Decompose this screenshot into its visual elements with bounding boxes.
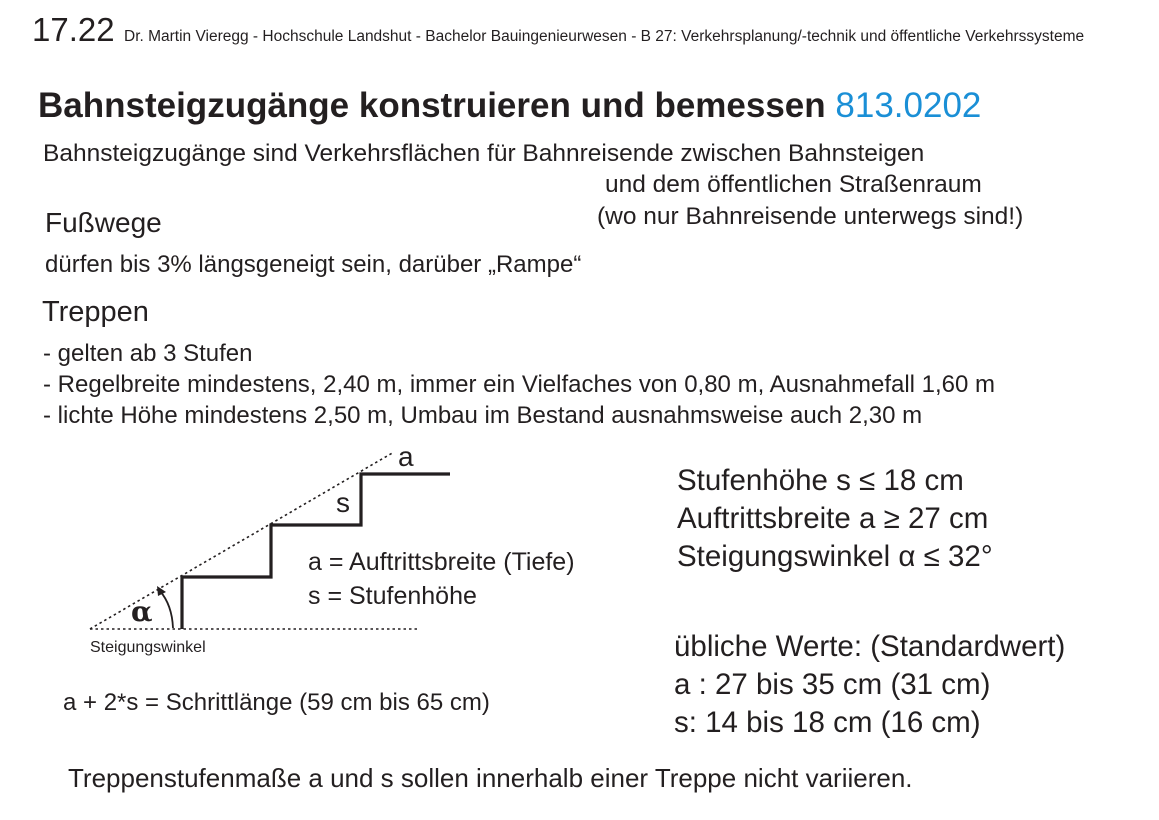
- title-code: 813.0202: [835, 86, 982, 125]
- requirement-item: Stufenhöhe s ≤ 18 cm: [677, 464, 964, 497]
- heading-treppen: Treppen: [42, 296, 149, 328]
- label-alpha: α: [131, 595, 153, 628]
- requirements: [677, 462, 993, 576]
- typical-value-s: s: 14 bis 18 cm (16 cm): [674, 706, 981, 739]
- label-a: a: [398, 441, 414, 472]
- slide-number: 17.22: [32, 11, 115, 48]
- step-length-formula: a + 2*s = Schrittlänge (59 cm bis 65 cm): [63, 689, 490, 716]
- requirement-item: Auftrittsbreite a ≥ 27 cm: [677, 502, 989, 535]
- list-item: - lichte Höhe mindestens 2,50 m, Umbau im Bestand ausnahmsweise auch 2,30 m: [43, 402, 923, 429]
- angle-arc: [160, 591, 173, 628]
- footer-note: Treppenstufenmaße a und s sollen innerhalb einer Treppe nicht variieren.: [68, 763, 913, 793]
- heading-fusswege: Fußwege: [45, 207, 162, 238]
- list-item: - gelten ab 3 Stufen: [43, 340, 253, 367]
- diagram-legend: [308, 545, 575, 613]
- intro-line-2: und dem öffentlichen Straßenraum: [605, 171, 982, 198]
- legend-item-a: a = Auftrittsbreite (Tiefe): [308, 548, 575, 576]
- typical-value-a: a : 27 bis 35 cm (31 cm): [674, 668, 991, 701]
- requirement-item: Steigungswinkel α ≤ 32°: [677, 540, 993, 573]
- course-info: Dr. Martin Vieregg - Hochschule Landshut - Bachelor Bauingenieurwesen - B 27: Verkehrsplanung/-technik und öffentliche Verkehrssysteme: [124, 28, 1085, 45]
- typical-values: [674, 628, 1065, 742]
- legend-item-s: s = Stufenhöhe: [308, 582, 477, 610]
- fusswege-text: dürfen bis 3% längsgeneigt sein, darüber „Rampe“: [45, 251, 582, 278]
- intro-line-1: Bahnsteigzugänge sind Verkehrsflächen für Bahnreisende zwischen Bahnsteigen: [43, 140, 925, 167]
- list-item: - Regelbreite mindestens, 2,40 m, immer ein Vielfaches von 0,80 m, Ausnahmefall 1,60 m: [43, 371, 996, 398]
- angle-caption: Steigungswinkel: [90, 639, 206, 656]
- label-s: s: [336, 487, 350, 518]
- typical-values-heading: übliche Werte: (Standardwert): [674, 630, 1066, 663]
- intro-line-3: (wo nur Bahnreisende unterwegs sind!): [597, 203, 1024, 230]
- title-text: Bahnsteigzugänge konstruieren und bemessen: [38, 86, 826, 125]
